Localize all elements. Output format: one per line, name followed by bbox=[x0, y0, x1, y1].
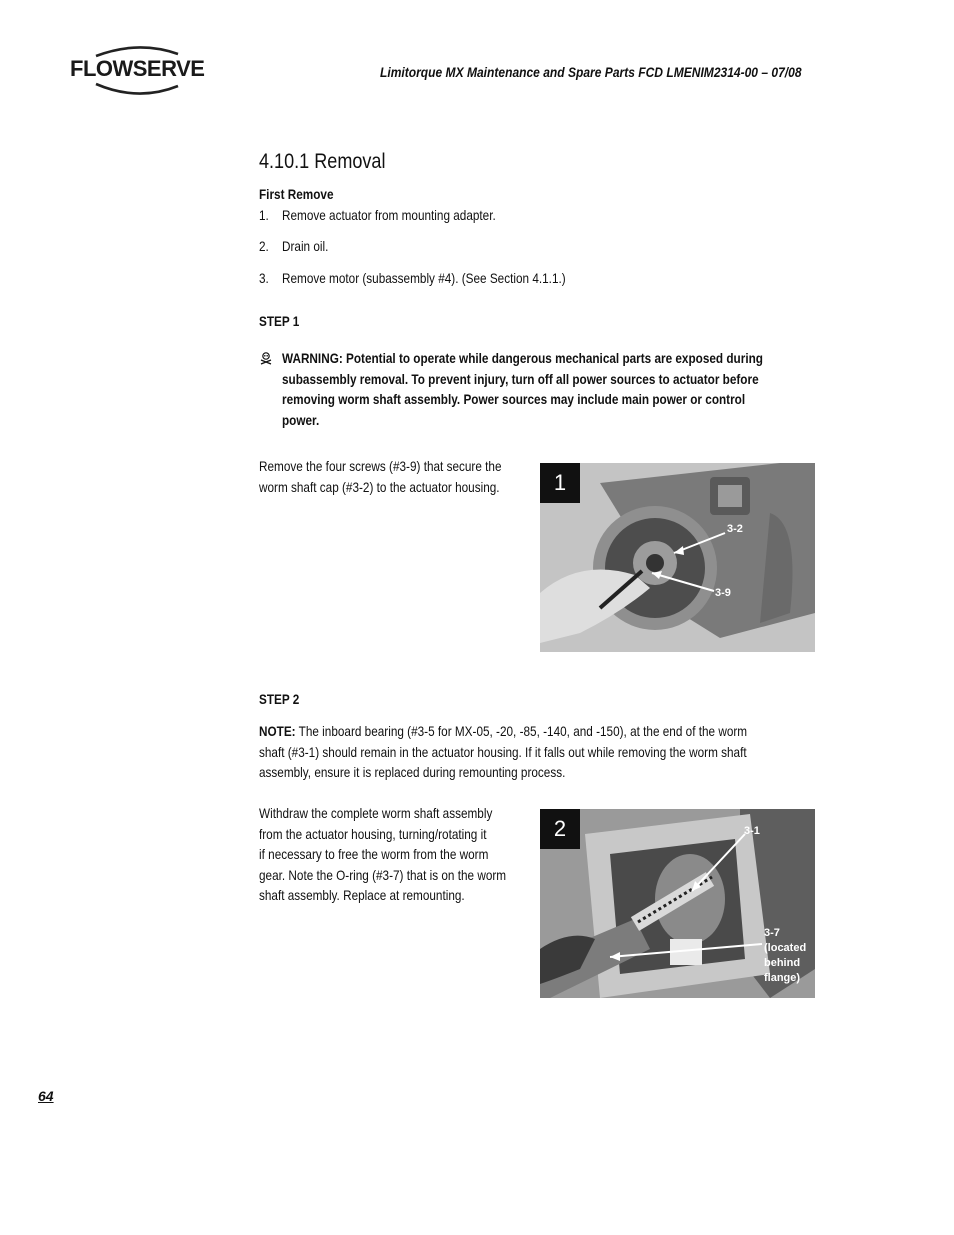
body-line: if necessary to free the worm from the worm bbox=[259, 846, 489, 862]
note-line: assembly, ensure it is replaced during remounting process. bbox=[259, 764, 566, 780]
first-remove-heading: First Remove bbox=[259, 186, 334, 202]
step1-body bbox=[259, 456, 548, 497]
logo-text: FLOWSERVE bbox=[70, 56, 205, 81]
step1-photo bbox=[540, 463, 815, 652]
document-header-title: Limitorque MX Maintenance and Spare Parts FCD LMENIM2314-00 – 07/08 bbox=[380, 64, 802, 80]
callout-label: 3-1 bbox=[744, 825, 760, 837]
list-item-text: Remove motor (subassembly #4). (See Section 4.1.1.) bbox=[282, 270, 566, 286]
callout-line: 3-7 bbox=[764, 927, 780, 939]
list-item-text: Drain oil. bbox=[282, 238, 329, 254]
body-line: shaft assembly. Replace at remounting. bbox=[259, 887, 465, 903]
photo-step-badge: 1 bbox=[540, 463, 580, 503]
step1-heading: STEP 1 bbox=[259, 313, 300, 329]
body-line: Withdraw the complete worm shaft assembly bbox=[259, 805, 493, 821]
body-line: from the actuator housing, turning/rotating it bbox=[259, 825, 487, 842]
skull-crossbones-icon bbox=[260, 352, 272, 365]
body-line: worm shaft cap (#3-2) to the actuator housing. bbox=[259, 478, 500, 495]
callout-line: (located bbox=[764, 942, 807, 954]
actuator-housing-illustration bbox=[540, 463, 815, 652]
step2-photo bbox=[540, 809, 815, 998]
warning-text bbox=[282, 348, 855, 430]
section-title: 4.10.1 Removal bbox=[259, 150, 386, 173]
callout-label: 3-2 bbox=[727, 523, 743, 535]
warning-line: power. bbox=[282, 411, 320, 428]
list-item-number: 1. bbox=[259, 207, 269, 223]
note-line: The inboard bearing (#3-5 for MX-05, -20, -85, -140, and -150), at the end of the worm bbox=[295, 723, 748, 739]
body-line: gear. Note the O-ring (#3-7) that is on the worm bbox=[259, 866, 507, 883]
photo-step-badge: 2 bbox=[540, 809, 580, 849]
note-label: NOTE: bbox=[259, 723, 296, 739]
callout-label bbox=[764, 926, 806, 986]
list-item-number: 3. bbox=[259, 270, 269, 286]
page-number: 64 bbox=[38, 1088, 54, 1104]
list-item-number: 2. bbox=[259, 238, 269, 254]
step2-note bbox=[259, 721, 840, 783]
body-line: Remove the four screws (#3-9) that secure the bbox=[259, 458, 502, 474]
callout-line: behind bbox=[764, 957, 801, 969]
warning-line: removing worm shaft assembly. Power sources may include main power or control bbox=[282, 391, 746, 407]
warning-line: WARNING: Potential to operate while dangerous mechanical parts are exposed during bbox=[282, 350, 763, 366]
step2-heading: STEP 2 bbox=[259, 691, 300, 707]
warning-line: subassembly removal. To prevent injury, turn off all power sources to actuator before bbox=[282, 370, 759, 387]
callout-line: flange) bbox=[764, 972, 801, 984]
callout-label: 3-9 bbox=[715, 587, 731, 599]
step2-body bbox=[259, 803, 553, 906]
flowserve-logo bbox=[66, 44, 211, 96]
list-item-text: Remove actuator from mounting adapter. bbox=[282, 207, 496, 223]
note-line: shaft (#3-1) should remain in the actuator housing. If it falls out while removing the worm shaft bbox=[259, 743, 747, 760]
